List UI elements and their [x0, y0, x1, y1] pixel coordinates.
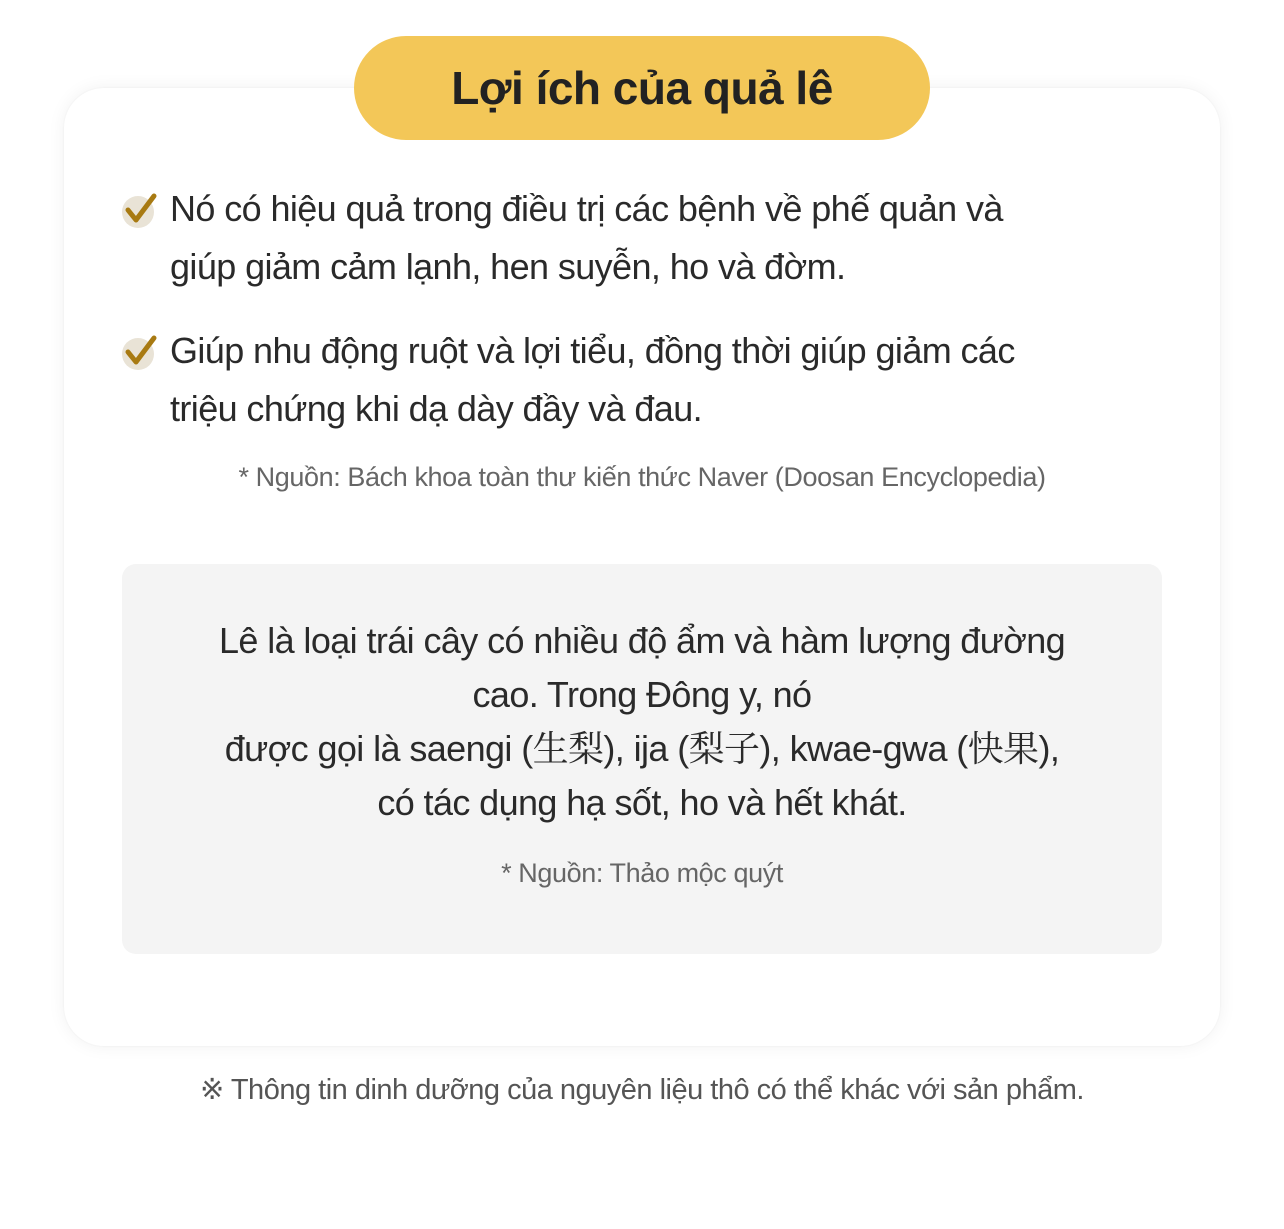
benefit-line: Nó có hiệu quả trong điều trị các bệnh về phế quản và	[170, 188, 1003, 229]
info-line: được gọi là saengi (生梨), ija (梨子), kwae-gwa (快果),	[224, 728, 1060, 769]
checkmark-icon	[120, 332, 160, 372]
benefit-item	[120, 322, 1150, 438]
benefit-item	[120, 180, 1150, 296]
info-source-note: * Nguồn: Thảo mộc quýt	[501, 858, 783, 888]
info-text	[122, 614, 1162, 830]
benefit-line: triệu chứng khi dạ dày đầy và đau.	[170, 388, 703, 429]
benefit-text	[170, 322, 1150, 438]
disclaimer-footnote: ※ Thông tin dinh dưỡng của nguyên liệu thô có thể khác với sản phẩm.	[200, 1074, 1084, 1106]
benefit-text	[170, 180, 1150, 296]
page-title: Lợi ích của quả lê	[451, 62, 833, 114]
benefit-line: giúp giảm cảm lạnh, hen suyễn, ho và đờm.	[170, 246, 846, 287]
info-line: cao. Trong Đông y, nó	[472, 674, 812, 715]
info-box	[122, 564, 1162, 954]
checkmark-icon	[120, 190, 160, 230]
source-note: * Nguồn: Bách khoa toàn thư kiến thức Naver (Doosan Encyclopedia)	[238, 462, 1046, 492]
info-line: Lê là loại trái cây có nhiều độ ẩm và hàm lượng đường	[218, 620, 1066, 661]
info-line: có tác dụng hạ sốt, ho và hết khát.	[377, 782, 907, 823]
title-pill	[354, 36, 930, 140]
benefit-line: Giúp nhu động ruột và lợi tiểu, đồng thời giúp giảm các	[170, 330, 1015, 371]
